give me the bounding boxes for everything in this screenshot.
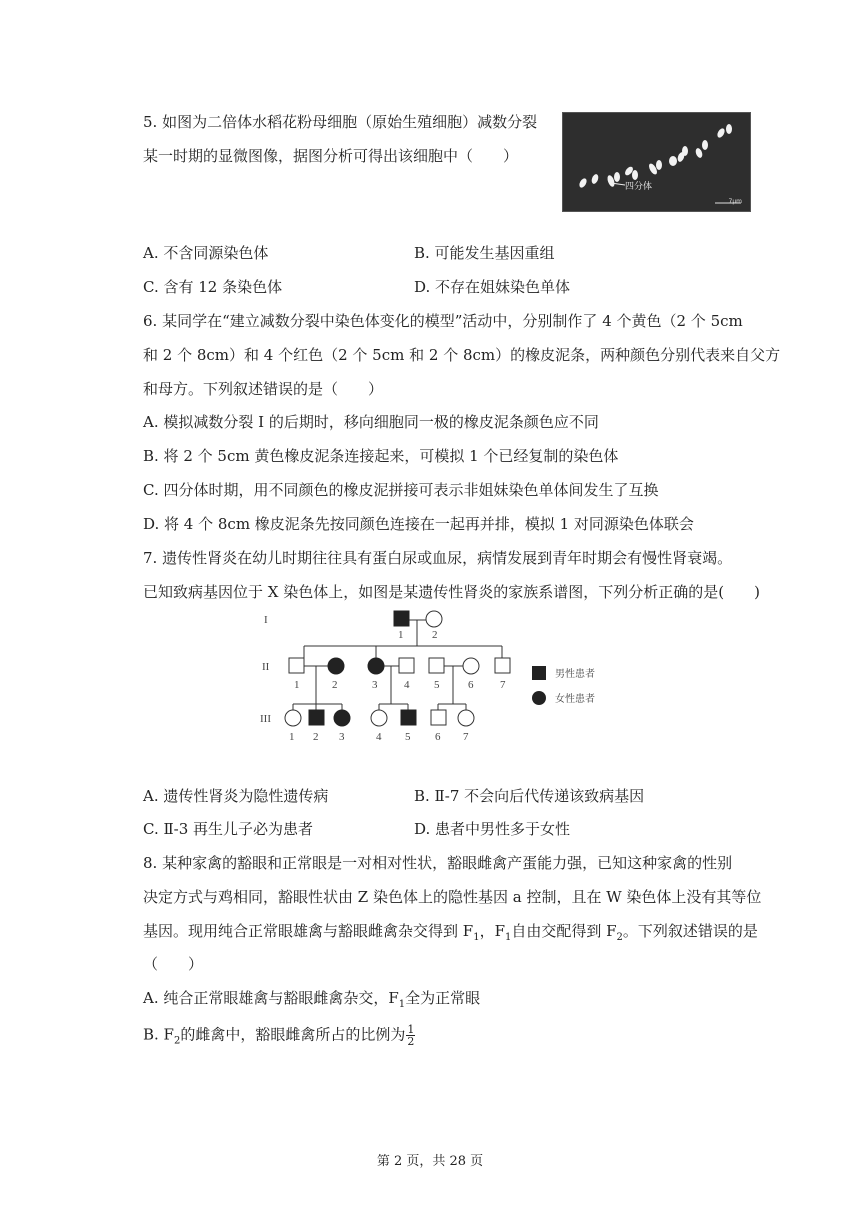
micrograph-image [562, 112, 751, 212]
gen-label-1: I [264, 614, 268, 626]
pedigree-II-5 [429, 658, 444, 673]
q5-option-b: B. 可能发生基因重组 [414, 244, 555, 262]
num-II-3: 3 [372, 679, 378, 691]
q6-option-d: D. 将 4 个 8cm 橡皮泥条先按同颜色连接在一起再并排，模拟 1 对同源染色体联会 [143, 515, 694, 533]
q5-stem-line1: 5. 如图为二倍体水稻花粉母细胞（原始生殖细胞）减数分裂 [143, 113, 538, 131]
q8-option-b: B. $F_2$的雌禽中，豁眼雌禽所占的比例为 $\frac{1}{2}$ [143, 1023, 415, 1048]
q8-stem-line2: 决定方式与鸡相同，豁眼性状由 Z 染色体上的隐性基因 a 控制，且在 W 染色体上没有其等位 [143, 888, 762, 906]
q8-stem-line3: 基因。现用纯合正常眼雄禽与豁眼雌禽杂交得到 $F_1$，$F_1$自由交配得到 $F_2$。下列叙述错误的是 [143, 922, 758, 943]
chromosome-spread-icon [563, 113, 750, 211]
pedigree-II-1 [289, 658, 304, 673]
q6-option-b: B. 将 2 个 5cm 黄色橡皮泥条连接起来，可模拟 1 个已经复制的染色体 [143, 447, 619, 465]
tetrad-label: 四分体 [625, 182, 653, 192]
q5-option-a: A. 不含同源染色体 [143, 244, 269, 262]
num-III-7: 7 [463, 731, 469, 743]
q6-stem-line2: 和 2 个 8cm）和 4 个红色（2 个 5cm 和 2 个 8cm）的橡皮泥条，两种颜色分别代表来自父方 [143, 346, 781, 364]
fraction-one-half: $\frac{1}{2}$ [407, 1023, 415, 1048]
pedigree-II-3 [368, 658, 384, 674]
legend-male-label: 男性患者 [555, 669, 595, 680]
q8-stem-line1: 8. 某种家禽的豁眼和正常眼是一对相对性状，豁眼雌禽产蛋能力强，已知这种家禽的性别 [143, 854, 733, 872]
pedigree-II-2 [328, 658, 344, 674]
gen-label-2: II [262, 661, 270, 673]
page-footer: 第 2 页，共 28 页 [376, 1154, 484, 1169]
num-III-6: 6 [435, 731, 441, 743]
num-III-1: 1 [289, 731, 295, 743]
q5-option-c: C. 含有 12 条染色体 [143, 278, 283, 296]
num-II-7: 7 [500, 679, 506, 691]
legend-female-icon [532, 691, 546, 705]
pedigree-II-6 [463, 658, 479, 674]
q8-stem-line4: （ ） [143, 955, 204, 973]
num-III-3: 3 [339, 731, 345, 743]
num-III-4: 4 [376, 731, 382, 743]
q7-option-b: B. Ⅱ-7 不会向后代传递该致病基因 [414, 787, 645, 805]
num-III-2: 2 [313, 731, 319, 743]
q5-option-d: D. 不存在姐妹染色单体 [414, 278, 571, 296]
q7-option-c: C. Ⅱ-3 再生儿子必为患者 [143, 820, 314, 838]
num-I-1: 1 [398, 629, 404, 641]
q7-stem-line1: 7. 遗传性肾炎在幼儿时期往往具有蛋白尿或血尿，病情发展到青年时期会有慢性肾衰竭。 [143, 549, 733, 567]
q6-option-c: C. 四分体时期，用不同颜色的橡皮泥拼接可表示非姐妹染色单体间发生了互换 [143, 481, 659, 499]
pedigree-III-6 [431, 710, 446, 725]
q6-stem-line1: 6. 某同学在“建立减数分裂中染色体变化的模型”活动中，分别制作了 4 个黄色（2 个 5cm [143, 312, 743, 330]
q7-option-d: D. 患者中男性多于女性 [414, 820, 571, 838]
pedigree-III-3 [334, 710, 350, 726]
num-II-1: 1 [294, 679, 300, 691]
pedigree-III-2 [309, 710, 324, 725]
num-I-2: 2 [432, 629, 438, 641]
q5-stem-line2: 某一时期的显微图像，据图分析可得出该细胞中（ ） [143, 147, 519, 165]
pedigree-III-4 [371, 710, 387, 726]
legend-male-icon [532, 666, 546, 680]
pedigree-III-1 [285, 710, 301, 726]
num-II-6: 6 [468, 679, 474, 691]
q6-option-a: A. 模拟减数分裂 I 的后期时，移向细胞同一极的橡皮泥条颜色应不同 [143, 413, 599, 431]
pedigree-III-7 [458, 710, 474, 726]
pedigree-diagram [258, 606, 603, 746]
q7-option-a: A. 遗传性肾炎为隐性遗传病 [143, 787, 329, 805]
num-III-5: 5 [405, 731, 411, 743]
pedigree-II-4 [399, 658, 414, 673]
q8-option-a: A. 纯合正常眼雄禽与豁眼雌禽杂交，$F_1$全为正常眼 [143, 989, 481, 1010]
num-II-2: 2 [332, 679, 338, 691]
gen-label-3: III [260, 713, 271, 725]
q7-stem-line2: 已知致病基因位于 X 染色体上，如图是某遗传性肾炎的家族系谱图，下列分析正确的是( ) [143, 583, 760, 601]
scale-bar-label: 7μm [728, 198, 742, 205]
pedigree-I-1 [394, 611, 409, 626]
num-II-5: 5 [434, 679, 440, 691]
pedigree-III-5 [401, 710, 416, 725]
q6-stem-line3: 和母方。下列叙述错误的是（ ） [143, 380, 384, 398]
num-II-4: 4 [404, 679, 410, 691]
pedigree-I-2 [426, 611, 442, 627]
pedigree-II-7 [495, 658, 510, 673]
legend-female-label: 女性患者 [555, 694, 595, 705]
